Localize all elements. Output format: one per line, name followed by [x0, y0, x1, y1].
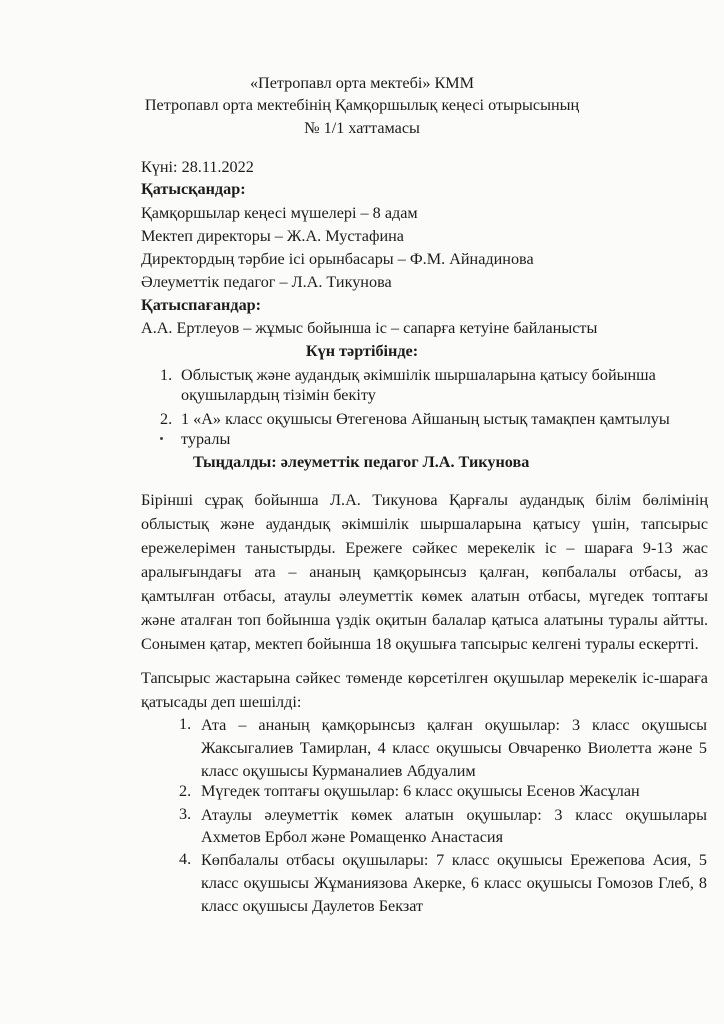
attendees-heading: Қатысқандар:: [141, 180, 246, 198]
agenda-item-text: 1 «А» класс оқушысы Өтегенова Айшаның ыстық тамақпен қамтылуы туралы: [181, 410, 670, 448]
decision-item-number: 4.: [179, 850, 192, 868]
decision-item-number: 1.: [179, 715, 192, 733]
attendee-item: Директордың тәрбие ісі орынбасары – Ф.М. Айнадинова: [141, 250, 534, 268]
agenda-item-text: Облыстық және аудандық әкімшілік шыршаларына қатысу бойынша оқушылардың тізімін бекіту: [181, 366, 656, 404]
absentees-heading: Қатыспағандар:: [141, 296, 262, 314]
scan-speck: [160, 437, 163, 440]
attendee-item: Қамқоршылар кеңесі мүшелері – 8 адам: [141, 204, 418, 222]
absentee-item: А.А. Ертлеуов – жұмыс бойынша іс – сапарға кетуіне байланысты: [141, 319, 598, 337]
protocol-number: № 1/1 хаттамасы: [304, 119, 420, 137]
decision-item-number: 2.: [179, 782, 192, 800]
agenda-item-number: 1.: [160, 366, 173, 384]
decision-item-text: Ата – ананың қамқорынсыз қалған оқушылар: 3 класс оқушысы Жаксыгалиев Тамирлан, 4 класс оқушысы Овчаренко Виолетта және 5 класс оқушысы Курманалиев Абдуалим: [201, 716, 707, 780]
decision-item-text: Атаулы әлеуметтік көмек алатын оқушылар: 3 класс оқушылары Ахметов Ербол және Ромащенко Анастасия: [201, 806, 707, 846]
decision-item-text: Мүгедек топтағы оқушылар: 6 класс оқушысы Есенов Жасұлан: [201, 782, 640, 800]
agenda-item-number: 2.: [160, 410, 173, 428]
school-name: «Петропавл орта мектебі» КММ: [249, 74, 475, 92]
decision-item-text: Көпбалалы отбасы оқушылары: 7 класс оқушысы Ережепова Асия, 5 класс оқушысы Жұманиязова Акерке, 6 класс оқушысы Гомозов Глеб, 8 класс оқушысы Даулетов Бекзат: [201, 851, 707, 915]
agenda-heading: Күн тәртібінде:: [305, 342, 419, 360]
attendee-item: Әлеуметтік педагог – Л.А. Тикунова: [141, 273, 392, 291]
council-title: Петропавл орта мектебінің Қамқоршылық кеңесі отырысының: [144, 96, 580, 114]
body-paragraph: Тапсырыс жастарына сәйкес төменде көрсетілген оқушылар мерекелік іс-шараға қатысады деп шешілді:: [141, 669, 708, 711]
decision-item-number: 3.: [179, 805, 192, 823]
body-paragraph: Бірінші сұрақ бойынша Л.А. Тикунова Қарғалы аудандық білім бөлімінің облыстық және аудандық әкімшілік шыршаларына қатысу үшін, тапсырыс ережелерімен таныстырды. Ережеге сәйкес мерекелік іс – шараға 9-13 жас аралығындағы ата – ананың қамқорынсыз қалған, көпбалалы отбасы, аз қамтылған отбасы, атаулы әлеуметтік көмек алатын отбасы, мүгедек топтағы және аталған топ бойынша үздік оқитын балалар қатыса алатыны туралы айтты. Сонымен қатар, мектеп бойынша 18 оқушыға тапсырыс келгені туралы ескертті.: [141, 491, 708, 653]
meeting-date: Күні: 28.11.2022: [141, 158, 254, 176]
heard-speaker: Тыңдалды: әлеуметтік педагог Л.А. Тикунова: [193, 453, 530, 471]
attendee-item: Мектеп директоры – Ж.А. Мустафина: [141, 227, 404, 245]
